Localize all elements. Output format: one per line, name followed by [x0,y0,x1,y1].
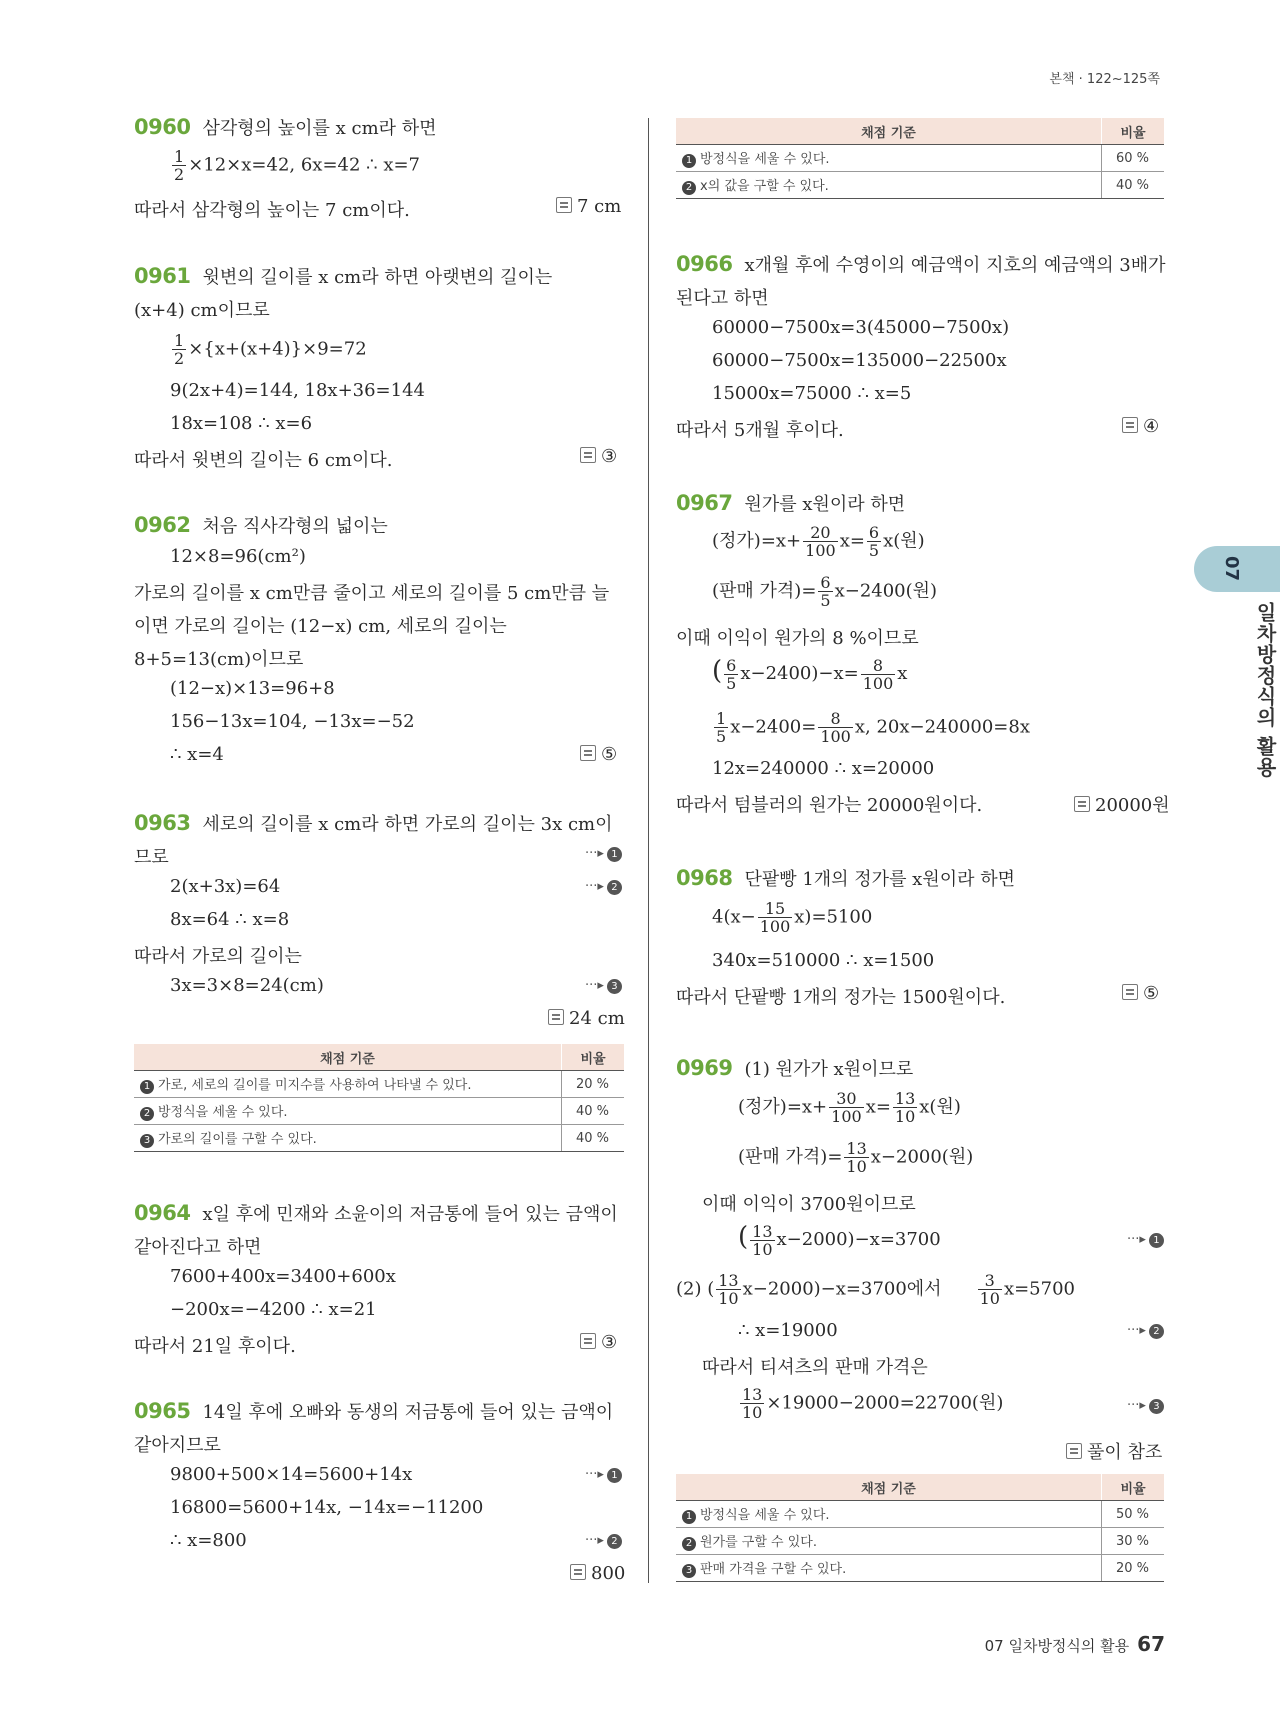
table-row: 2 방정식을 세울 수 있다. 40 % [134,1098,624,1125]
footer-chapter: 07 일차방정식의 활용 [984,1637,1130,1655]
text: (1) 원가가 x원이므로 [744,1059,914,1080]
fraction: $\frac{1}{2}$ [174,147,185,184]
answer: 800 [570,1563,625,1584]
equation: 16800=5600+14x, −14x=−11200 [170,1497,484,1518]
answer-icon [548,1009,564,1025]
page-footer [985,1632,1165,1656]
text: 8+5=13(cm)이므로 [134,649,304,670]
problem-0965 [134,1398,613,1424]
scoring-table [676,118,1164,199]
table-header: 채점 기준 [676,1474,1102,1501]
text: 처음 직사각형의 넓이는 [202,516,388,537]
equation: (정가)=x+ $\frac{20}{100}$ x= $\frac{6}{5}$ x(원) [712,523,925,560]
conclusion: 따라서 삼각형의 높이는 7 cm이다. [134,200,410,221]
step-marker: ···▸ 3 [585,978,622,994]
page-header: 본책 · 122~125쪽 [1049,72,1160,87]
conclusion: 따라서 21일 후이다. [134,1336,296,1357]
text: 따라서 가로의 길이는 [134,946,302,967]
table-header: 채점 기준 [676,118,1102,145]
equation: (판매 가격)= $\frac{6}{5}$ x−2400(원) [712,573,938,610]
equation: 340x=510000 ∴ x=1500 [712,950,935,971]
text: 따라서 티셔츠의 판매 가격은 [702,1357,928,1378]
answer: ④ [1122,416,1159,437]
problem-number: 0968 [676,866,733,890]
column-divider [648,118,649,1583]
scoring-table [134,1044,624,1152]
text: 같아진다고 하면 [134,1237,262,1258]
equation: 9800+500×14=5600+14x [170,1464,413,1485]
equation: $\frac{13}{10}$ ×19000−2000=22700(원) [742,1385,1004,1422]
table-row: 1 방정식을 세울 수 있다. 60 % [676,145,1164,172]
equation: 9(2x+4)=144, 18x+36=144 [170,380,425,401]
problem-0960 [134,114,437,140]
equation: 60000−7500x=135000−22500x [712,350,1007,371]
table-row: 1 방정식을 세울 수 있다. 50 % [676,1501,1164,1528]
chapter-tab-title: 일차방정식의 활용 [1253,602,1277,778]
answer-icon [580,745,596,761]
answer-icon [580,1333,596,1349]
equation: ∴ x=800 [170,1530,247,1551]
problem-0962 [134,512,388,538]
problem-number: 0967 [676,491,733,515]
text: 세로의 길이를 x cm라 하면 가로의 길이는 3x cm이 [202,814,613,835]
step-marker: ···▸ 1 [1127,1232,1164,1248]
equation: 7600+400x=3400+600x [170,1266,396,1287]
answer-icon [1122,984,1138,1000]
problem-0968 [676,865,1015,891]
conclusion: 따라서 단팥빵 1개의 정가는 1500원이다. [676,987,1006,1008]
answer: 7 cm [556,196,621,217]
equation: −200x=−4200 ∴ x=21 [170,1299,377,1320]
text: (x+4) cm이므로 [134,300,270,321]
equation: ( $\frac{6}{5}$ x−2400)−x= $\frac{8}{100}$ x [712,655,908,693]
text: 가로의 길이를 x cm만큼 줄이고 세로의 길이를 5 cm만큼 늘 [134,583,610,604]
step-marker: ···▸ 1 [585,846,622,862]
equation: $\frac{1}{5}$ x−2400= $\frac{8}{100}$ x, 20x−240000=8x [716,709,1030,746]
problem-number: 0965 [134,1399,191,1423]
problem-number: 0966 [676,252,733,276]
text: 원가를 x원이라 하면 [744,494,906,515]
problem-number: 0963 [134,811,191,835]
answer: ⑤ [1122,983,1159,1004]
step-marker: ···▸ 1 [585,1467,622,1483]
answer: ③ [580,446,617,467]
text: 므로 [134,847,169,868]
problem-0963 [134,810,613,836]
chapter-tab-number: 07 [1221,555,1243,582]
text: 윗변의 길이를 x cm라 하면 아랫변의 길이는 [202,267,553,288]
text: 된다고 하면 [676,288,769,309]
answer-icon [1122,417,1138,433]
problem-0969 [676,1055,913,1081]
answer: ⑤ [580,744,617,765]
answer-icon [580,447,596,463]
chapter-tab [1194,546,1280,592]
equation: (정가)=x+ $\frac{30}{100}$ x= $\frac{13}{10}$ x(원) [738,1089,961,1126]
equation: (2) ( $\frac{13}{10}$ x−2000)−x=3700에서 $\frac{3}{10}$ x=5700 [676,1271,1075,1308]
problem-number: 0969 [676,1056,733,1080]
table-row: 2 원가를 구할 수 있다. 30 % [676,1528,1164,1555]
answer-icon [1074,796,1090,812]
conclusion: 따라서 텀블러의 원가는 20000원이다. [676,795,983,816]
equation: ( $\frac{13}{10}$ x−2000)−x=3700 [738,1221,941,1259]
equation: 2(x+3x)=64 [170,876,281,897]
text: 삼각형의 높이를 x cm라 하면 [202,118,437,139]
equation: 15000x=75000 ∴ x=5 [712,383,912,404]
step-marker: ···▸ 2 [585,879,622,895]
text: 단팥빵 1개의 정가를 x원이라 하면 [744,869,1015,890]
equation: 4(x− $\frac{15}{100}$ x)=5100 [712,899,873,936]
equation: $\frac{1}{2}$ ×12×x=42, 6x=42 ∴ x=7 [174,147,421,184]
equation: 8x=64 ∴ x=8 [170,909,290,930]
problem-0961 [134,263,552,289]
table-row: 3 판매 가격을 구할 수 있다. 20 % [676,1555,1164,1582]
problem-0967 [676,490,905,516]
step-marker: ···▸ 2 [1127,1323,1164,1339]
table-row: 1 가로, 세로의 길이를 미지수를 사용하여 나타낼 수 있다. 20 % [134,1071,624,1098]
problem-number: 0962 [134,513,191,537]
problem-0964 [134,1200,618,1226]
page-number: 67 [1137,1632,1165,1656]
problem-number: 0960 [134,115,191,139]
problem-0966 [676,251,1166,277]
table-header: 비율 [562,1044,625,1071]
equation: 3x=3×8=24(cm) [170,975,324,996]
step-marker: ···▸ 3 [1127,1398,1164,1414]
equation: (판매 가격)= $\frac{13}{10}$ x−2000(원) [738,1139,974,1176]
answer-icon [556,197,572,213]
answer: 풀이 참조 [1066,1438,1162,1464]
equation: (12−x)×13=96+8 [170,678,335,699]
text: 이때 이익이 3700원이므로 [702,1194,916,1215]
text: 이면 가로의 길이는 (12−x) cm, 세로의 길이는 [134,616,507,637]
table-row: 2 x의 값을 구할 수 있다. 40 % [676,172,1164,199]
equation: 156−13x=104, −13x=−52 [170,711,415,732]
step-marker: ···▸ 2 [585,1533,622,1549]
text: x개월 후에 수영이의 예금액이 지호의 예금액의 3배가 [744,255,1166,276]
answer-icon [1066,1443,1082,1459]
equation: 18x=108 ∴ x=6 [170,413,313,434]
answer: 20000원 [1074,791,1170,817]
table-header: 비율 [1102,1474,1165,1501]
answer: 24 cm [548,1008,625,1029]
table-header: 비율 [1102,118,1165,145]
equation: 12×8=96(cm²) [170,546,306,567]
fraction: $\frac{1}{2}$ [174,331,185,368]
equation: ∴ x=4 [170,744,224,765]
equation: ∴ x=19000 [738,1320,838,1341]
problem-number: 0961 [134,264,191,288]
answer-icon [570,1564,586,1580]
conclusion: 따라서 5개월 후이다. [676,420,844,441]
problem-number: 0964 [134,1201,191,1225]
table-row: 3 가로의 길이를 구할 수 있다. 40 % [134,1125,624,1152]
table-header: 채점 기준 [134,1044,562,1071]
scoring-table [676,1474,1164,1582]
text: 14일 후에 오빠와 동생의 저금통에 들어 있는 금액이 [202,1402,614,1423]
conclusion: 따라서 윗변의 길이는 6 cm이다. [134,450,393,471]
text: x일 후에 민재와 소윤이의 저금통에 들어 있는 금액이 [202,1204,618,1225]
equation: $\frac{1}{2}$ ×{x+(x+4)}×9=72 [174,331,367,368]
text: 같아지므로 [134,1435,221,1456]
answer: ③ [580,1332,617,1353]
equation: 12x=240000 ∴ x=20000 [712,758,935,779]
equation: 60000−7500x=3(45000−7500x) [712,317,1010,338]
text: 이때 이익이 원가의 8 %이므로 [676,628,919,649]
